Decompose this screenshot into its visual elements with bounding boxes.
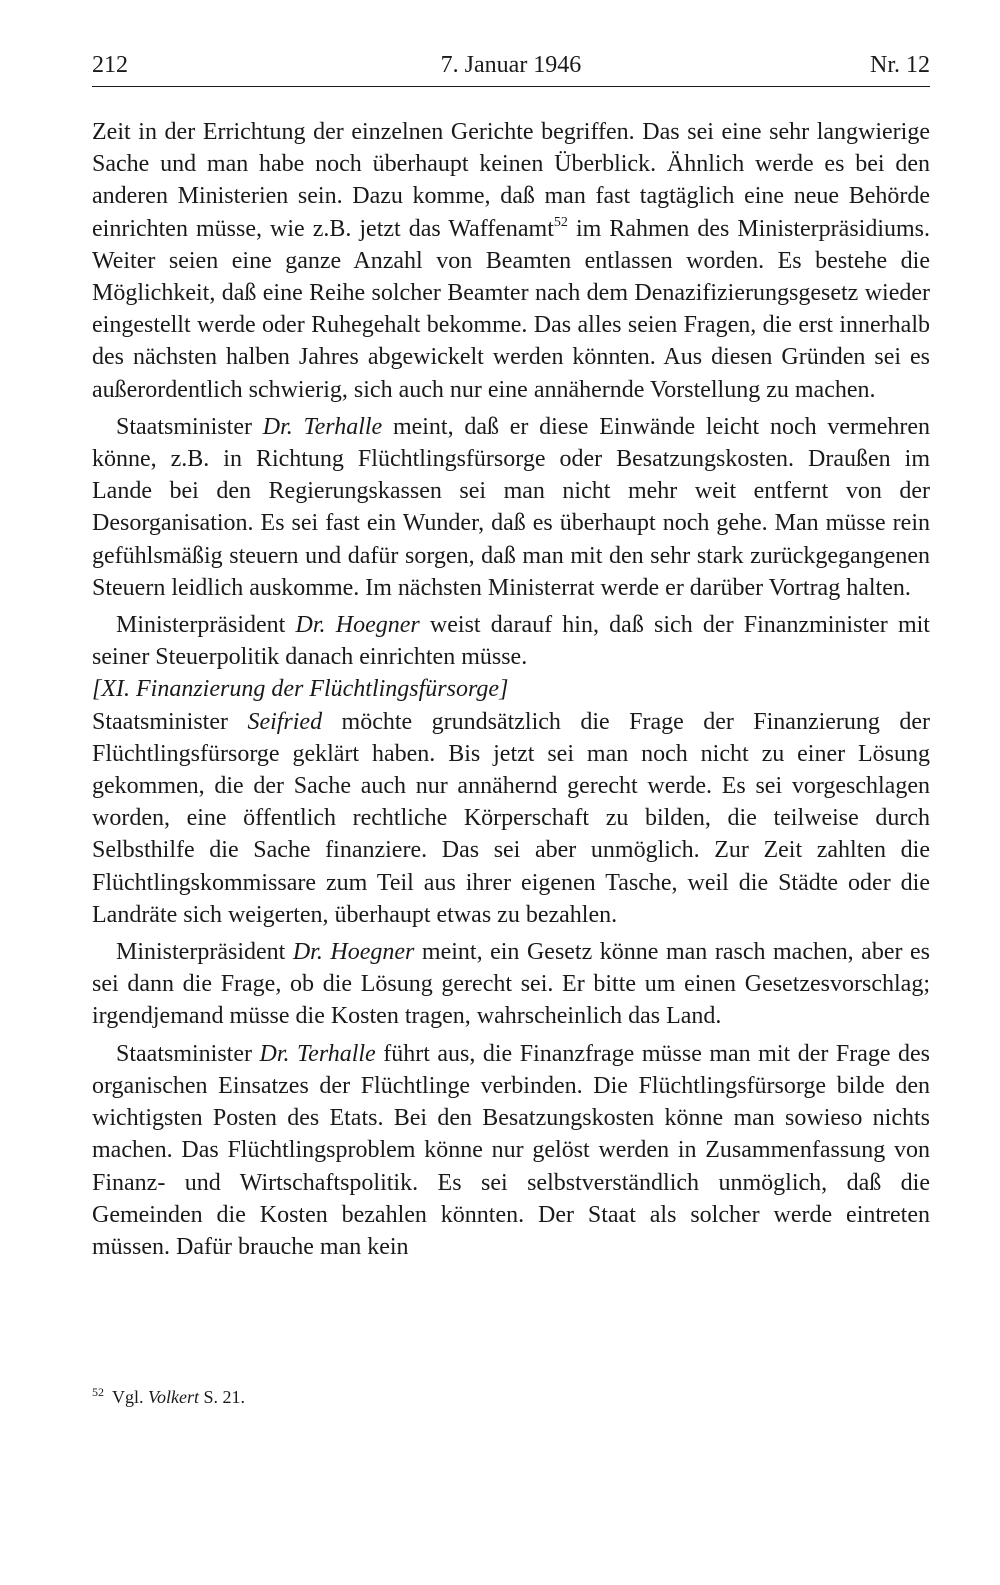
page-number: 212 bbox=[92, 52, 128, 78]
paragraph-text: Ministerpräsident bbox=[116, 939, 293, 966]
header-date: 7. Januar 1946 bbox=[440, 52, 582, 78]
paragraph-text: weist darauf hin, daß sich der Finanzminister mit seiner Steuerpolitik danach einrichten müsse. bbox=[92, 612, 930, 671]
paragraph-text: möchte grundsätzlich die Frage der Finanzierung der Flüchtlingsfürsorge geklärt haben. Bis jetzt sei man noch nicht zu einer Lösung gekommen, die der Sache auch nur annähernd gerecht werde. Es sei vorgeschlagen worden, eine öffentlich rechtliche Körperschaft zu bilden, die teilweise durch Selbsthilfe die Sache finanziere. Das sei aber unmöglich. Zur Zeit zahlten die Flüchtlingskommissare zum Teil aus ihrer eigenen Tasche, weil die Städte oder die Landräte sich weigerten, überhaupt etwas zu bezahlen. bbox=[92, 708, 931, 928]
paragraph bbox=[92, 706, 930, 931]
issue-number: Nr. 12 bbox=[870, 52, 930, 78]
paragraph-text: Staatsminister bbox=[92, 708, 248, 735]
paragraph bbox=[92, 411, 930, 604]
paragraph bbox=[92, 1038, 930, 1263]
footnote-number: 52 bbox=[92, 1385, 104, 1399]
footnote-author: Volkert bbox=[148, 1387, 199, 1407]
speaker-name: Dr. Hoegner bbox=[295, 612, 420, 639]
running-head bbox=[92, 50, 930, 87]
body-text bbox=[92, 116, 930, 1263]
paragraph bbox=[92, 116, 930, 406]
speaker-name: Dr. Terhalle bbox=[259, 1040, 376, 1067]
paragraph-text: Staatsminister bbox=[116, 413, 263, 440]
footnote bbox=[92, 1385, 930, 1409]
paragraph bbox=[92, 936, 930, 1033]
paragraph-text: meint, ein Gesetz könne man rasch machen, aber es sei dann die Frage, ob die Lösung gerecht sei. Er bitte um einen Gesetzesvorschlag; irgendjemand müsse die Kosten tragen, wahrscheinlich das Land. bbox=[92, 939, 930, 1030]
paragraph-text: meint, daß er diese Einwände leicht noch vermehren könne, z.B. in Richtung Flüchtlingsfürsorge oder Besatzungskosten. Draußen im Lande bei den Regierungskassen sei man nicht mehr weit entfernt von der Desorganisation. Es sei fast ein Wunder, daß es überhaupt noch gehe. Man müsse rein gefühlsmäßig steuern und dafür sorgen, daß man mit den sehr stark zurückgegangenen Steuern leidlich auskomme. Im nächsten Ministerrat werde er darüber Vortrag halten. bbox=[92, 413, 930, 601]
footnote-text-suffix: S. 21. bbox=[199, 1387, 246, 1407]
paragraph-text: Staatsminister bbox=[116, 1040, 260, 1067]
paragraph bbox=[92, 609, 930, 673]
speaker-name: Dr. Hoegner bbox=[292, 939, 415, 966]
document-page bbox=[92, 0, 930, 1585]
paragraph-text: Zeit in der Errichtung der einzelnen Gerichte begriffen. Das sei eine sehr langwierige Sache und man habe noch überhaupt keinen Überblick. Ähnlich werde es bei den anderen Ministerien sein. Dazu komme, daß man fast tagtäglich eine neue Behörde einrichten müsse, wie z.B. jetzt das Waffenamt bbox=[92, 119, 930, 242]
footnote-text-prefix: Vgl. bbox=[112, 1387, 148, 1407]
section-heading: [XI. Finanzierung der Flüchtlingsfürsorge] bbox=[92, 676, 509, 703]
speaker-name: Seifried bbox=[247, 708, 323, 735]
speaker-name: Dr. Terhalle bbox=[262, 413, 383, 440]
paragraph-text: Ministerpräsident bbox=[116, 612, 296, 639]
footnote-reference: 52 bbox=[553, 214, 568, 230]
paragraph-text: im Rahmen des Ministerpräsidiums. Weiter seien eine ganze Anzahl von Beamten entlassen worden. Es bestehe die Möglichkeit, daß eine Reihe solcher Beamter nach dem Denazifizierungsgesetz wieder eingestellt werde oder Ruhegehalt bekomme. Das alles seien Fragen, die erst innerhalb des nächsten halben Jahres abgewickelt werden könnten. Aus diesen Gründen sei es außerordentlich schwierig, sich auch nur eine annähernde Vorstellung zu machen. bbox=[92, 215, 930, 403]
paragraph-text: führt aus, die Finanzfrage müsse man mit der Frage des organischen Einsatzes der Flüchtlinge verbinden. Die Flüchtlingsfürsorge bilde den wichtigsten Posten des Etats. Bei den Besatzungskosten könne man sowieso nichts machen. Das Flüchtlingsproblem könne nur gelöst werden in Zusammenfassung von Finanz- und Wirtschaftspolitik. Es sei selbstverständlich unmöglich, daß die Gemeinden die Kosten bezahlen könnten. Der Staat als solcher werde eintreten müssen. Dafür brauche man kein bbox=[92, 1040, 931, 1260]
